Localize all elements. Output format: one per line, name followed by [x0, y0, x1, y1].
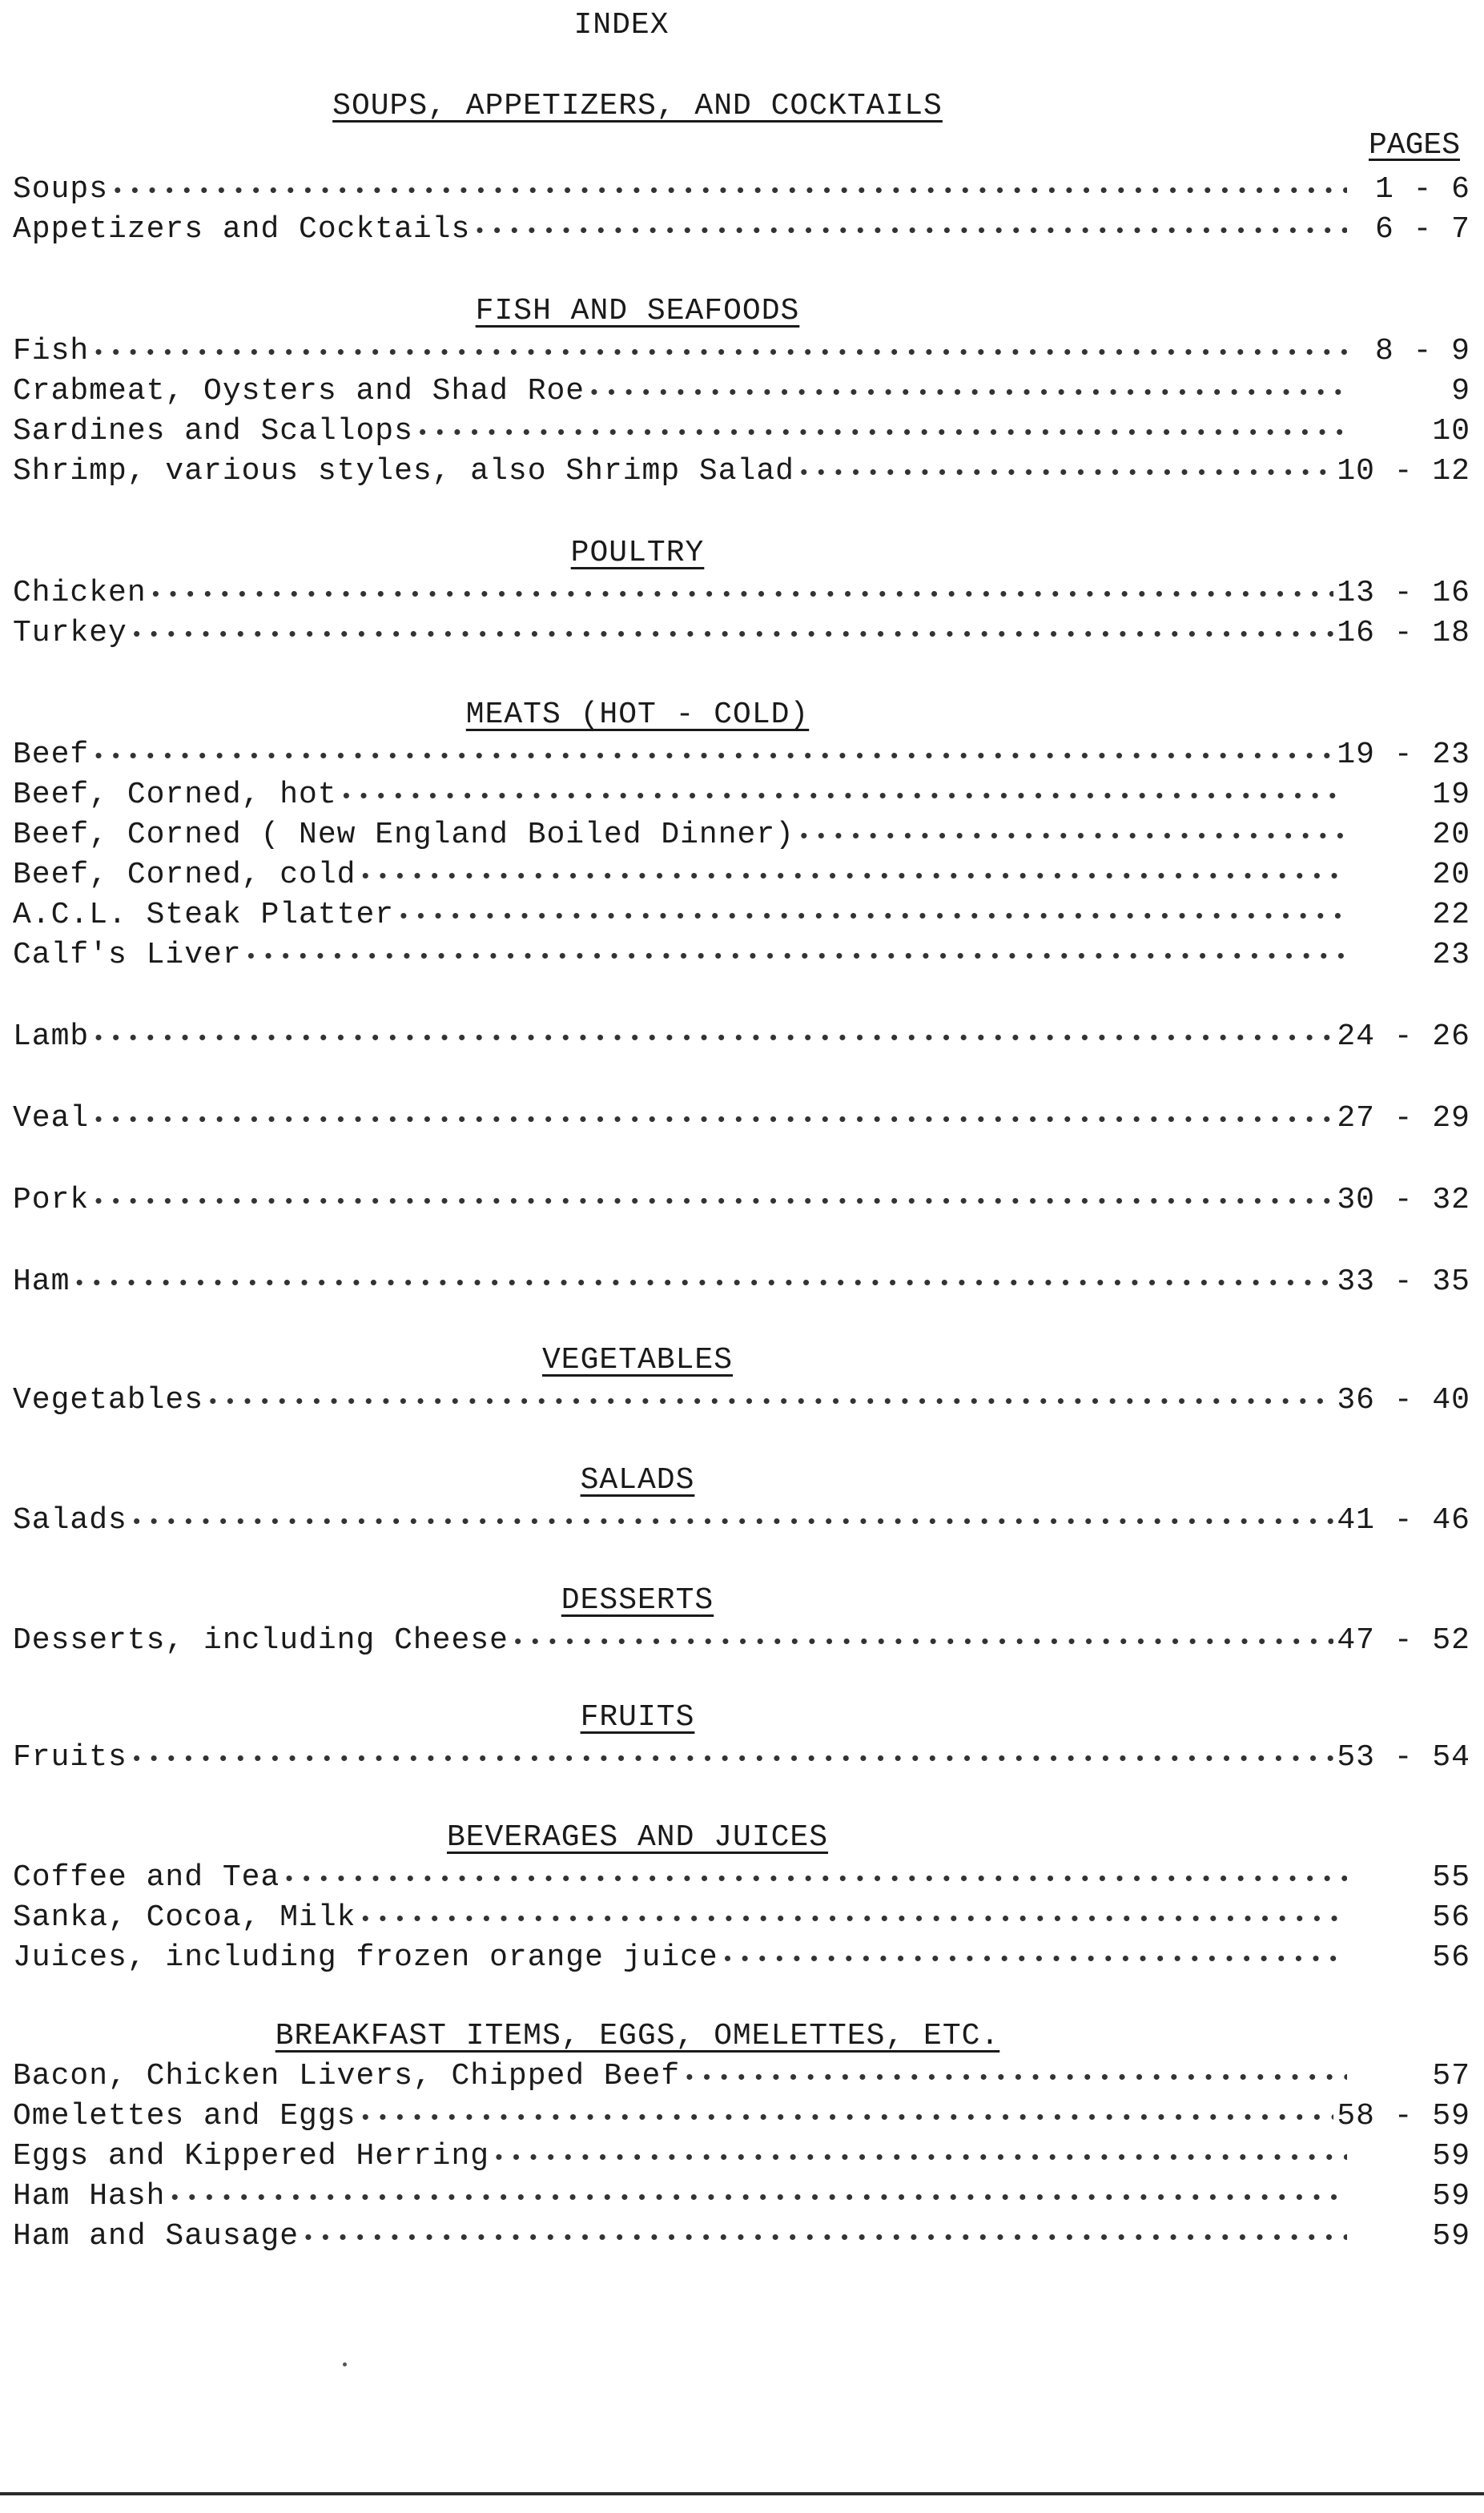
dot-leader — [359, 2098, 1333, 2138]
entry-pages: 41 - 46 — [1337, 1503, 1470, 1538]
section-meats — [13, 695, 1470, 975]
entry-label: Omelettes and Eggs — [13, 2099, 356, 2133]
entry-pages: 56 — [1432, 1940, 1470, 1975]
dot-leader — [131, 615, 1334, 655]
index-entry — [13, 895, 1470, 935]
dot-leader — [473, 211, 1347, 251]
entry-pages: 30 - 32 — [1337, 1183, 1470, 1217]
section-heading — [13, 1818, 1262, 1858]
entry-label: Lamb — [13, 1019, 90, 1054]
page-title: INDEX — [573, 8, 670, 42]
section-heading — [13, 2016, 1262, 2057]
entry-pages: 19 - 23 — [1337, 738, 1470, 772]
entry-pages: 58 - 59 — [1337, 2099, 1470, 2133]
dot-leader — [683, 2058, 1347, 2098]
entry-pages: 24 - 26 — [1337, 1019, 1470, 1054]
section-soups — [13, 86, 1470, 127]
section-fruits — [13, 1698, 1470, 1778]
dot-leader — [283, 1860, 1347, 1900]
entry-label: Beef, Corned, cold — [13, 858, 356, 892]
section-heading-text: BEVERAGES AND JUICES — [446, 1820, 829, 1855]
paper-speck — [343, 2362, 347, 2366]
section-fish — [13, 292, 1470, 492]
entry-label: Veal — [13, 1101, 90, 1136]
section-breakfast — [13, 2016, 1470, 2257]
entry-label: Salads — [13, 1503, 127, 1538]
entry-label: Fish — [13, 334, 90, 368]
index-entry — [13, 1262, 1470, 1302]
entry-label: Bacon, Chicken Livers, Chipped Beef — [13, 2059, 681, 2093]
section-heading — [13, 86, 1262, 127]
section-heading-text: POULTRY — [570, 536, 705, 570]
entry-label: Soups — [13, 172, 109, 207]
entry-label: Beef, Corned, hot — [13, 778, 337, 812]
index-entry — [13, 2137, 1470, 2177]
section-veal — [13, 1099, 1470, 1139]
entry-pages: 16 - 18 — [1337, 616, 1470, 650]
entry-pages: 10 - 12 — [1337, 454, 1470, 489]
dot-leader — [92, 1019, 1333, 1059]
entry-pages: 33 - 35 — [1337, 1265, 1470, 1299]
section-heading — [13, 695, 1262, 735]
index-entry — [13, 1621, 1470, 1661]
dot-leader — [359, 1900, 1347, 1940]
entry-pages: 36 - 40 — [1337, 1383, 1470, 1417]
entry-label: A.C.L. Steak Platter — [13, 898, 395, 932]
entry-pages: 27 - 29 — [1337, 1101, 1470, 1136]
entry-pages: 56 — [1432, 1900, 1470, 1935]
entry-label: Calf's Liver — [13, 938, 242, 972]
index-entry — [13, 1858, 1470, 1898]
section-heading-text: SOUPS, APPETIZERS, AND COCKTAILS — [332, 89, 943, 123]
dot-leader — [92, 1182, 1333, 1222]
dot-leader — [798, 453, 1333, 493]
entry-pages: 59 — [1432, 2219, 1470, 2254]
entry-pages: 1 - 6 — [1374, 172, 1470, 207]
entry-pages: 13 - 16 — [1337, 576, 1470, 610]
entry-label: Ham Hash — [13, 2179, 166, 2213]
dot-leader — [722, 1940, 1347, 1980]
index-entry — [13, 2217, 1470, 2257]
entry-label: Ham — [13, 1265, 70, 1299]
index-entry — [13, 210, 1470, 250]
entry-label: Pork — [13, 1183, 90, 1217]
entry-label: Shrimp, various styles, also Shrimp Salad — [13, 454, 794, 489]
section-heading — [13, 1698, 1262, 1738]
entry-pages: 22 — [1432, 898, 1470, 932]
entry-label: Crabmeat, Oysters and Shad Roe — [13, 374, 585, 408]
section-heading — [13, 292, 1262, 332]
dot-leader — [207, 1382, 1333, 1422]
section-poultry — [13, 533, 1470, 653]
index-entry — [13, 1898, 1470, 1938]
dot-leader — [150, 575, 1334, 615]
entry-pages: 47 - 52 — [1337, 1623, 1470, 1658]
entry-label: Beef, Corned ( New England Boiled Dinner) — [13, 818, 794, 852]
entry-label: Appetizers and Cocktails — [13, 212, 471, 247]
index-entry — [13, 735, 1470, 775]
entry-label: Turkey — [13, 616, 127, 650]
entry-pages: 20 — [1432, 858, 1470, 892]
section-heading-text: FISH AND SEAFOODS — [475, 294, 800, 328]
index-entry — [13, 1738, 1470, 1778]
index-entry — [13, 2097, 1470, 2137]
index-entry — [13, 935, 1470, 975]
section-heading — [13, 1461, 1262, 1501]
index-entry — [13, 815, 1470, 855]
entry-pages: 9 — [1451, 374, 1470, 408]
dot-leader — [245, 937, 1347, 977]
entry-pages: 6 - 7 — [1374, 212, 1470, 247]
dot-leader — [168, 2178, 1347, 2218]
entry-label: Juices, including frozen orange juice — [13, 1940, 718, 1975]
entry-label: Ham and Sausage — [13, 2219, 300, 2254]
section-lamb — [13, 1017, 1470, 1057]
index-entry — [13, 170, 1470, 210]
dot-leader — [131, 1502, 1334, 1542]
entry-label: Sanka, Cocoa, Milk — [13, 1900, 356, 1935]
entry-label: Vegetables — [13, 1383, 204, 1417]
section-vegetables — [13, 1341, 1470, 1421]
section-heading-text: MEATS (HOT - COLD) — [465, 698, 810, 732]
page-bottom-edge — [0, 2492, 1484, 2495]
index-entry — [13, 332, 1470, 372]
index-entry — [13, 1381, 1470, 1421]
index-entry — [13, 452, 1470, 492]
entry-label: Fruits — [13, 1740, 127, 1775]
dot-leader — [798, 817, 1347, 857]
entry-label: Eggs and Kippered Herring — [13, 2139, 490, 2173]
dot-leader — [73, 1264, 1333, 1304]
section-beverages — [13, 1818, 1470, 1978]
entry-pages: 20 — [1432, 818, 1470, 852]
section-heading-text: SALADS — [580, 1463, 695, 1498]
entry-pages: 23 — [1432, 938, 1470, 972]
dot-leader — [302, 2218, 1347, 2258]
index-entry — [13, 2177, 1470, 2217]
section-ham — [13, 1262, 1470, 1302]
dot-leader — [397, 897, 1347, 937]
section-salads — [13, 1461, 1470, 1541]
entry-pages: 10 — [1432, 414, 1470, 448]
index-entry — [13, 372, 1470, 412]
section-heading-text: FRUITS — [580, 1700, 695, 1735]
entry-label: Sardines and Scallops — [13, 414, 413, 448]
index-entry — [13, 412, 1470, 452]
index-entry — [13, 1938, 1470, 1978]
dot-leader — [340, 777, 1347, 817]
section-heading-text: DESSERTS — [561, 1583, 714, 1618]
dot-leader — [92, 333, 1347, 373]
index-entry — [13, 573, 1470, 613]
entry-label: Desserts, including Cheese — [13, 1623, 509, 1658]
index-entry — [13, 1017, 1470, 1057]
entry-label: Beef — [13, 738, 90, 772]
section-soups-entries — [13, 170, 1470, 250]
dot-leader — [493, 2138, 1347, 2178]
section-heading — [13, 1581, 1262, 1621]
dot-leader — [416, 413, 1347, 453]
entry-pages: 8 - 9 — [1374, 334, 1470, 368]
dot-leader — [92, 1100, 1333, 1140]
dot-leader — [92, 737, 1333, 777]
entry-pages: 57 — [1432, 2059, 1470, 2093]
section-heading — [13, 1341, 1262, 1381]
pages-column-header: PAGES — [1368, 128, 1461, 163]
index-entry — [13, 613, 1470, 653]
section-heading-text: BREAKFAST ITEMS, EGGS, OMELETTES, ETC. — [275, 2019, 1000, 2053]
dot-leader — [111, 171, 1347, 211]
dot-leader — [359, 857, 1347, 897]
section-desserts — [13, 1581, 1470, 1661]
entry-pages: 19 — [1432, 778, 1470, 812]
section-pork — [13, 1180, 1470, 1220]
index-entry — [13, 1180, 1470, 1220]
index-entry — [13, 1099, 1470, 1139]
index-entry — [13, 1501, 1470, 1541]
section-heading-text: VEGETABLES — [541, 1343, 734, 1377]
entry-label: Coffee and Tea — [13, 1860, 280, 1895]
entry-pages: 53 - 54 — [1337, 1740, 1470, 1775]
entry-pages: 55 — [1432, 1860, 1470, 1895]
dot-leader — [588, 373, 1347, 413]
index-entry — [13, 2057, 1470, 2097]
entry-pages: 59 — [1432, 2139, 1470, 2173]
dot-leader — [131, 1739, 1334, 1779]
index-entry — [13, 855, 1470, 895]
entry-label: Chicken — [13, 576, 147, 610]
index-entry — [13, 775, 1470, 815]
section-heading — [13, 533, 1262, 573]
dot-leader — [512, 1622, 1333, 1663]
entry-pages: 59 — [1432, 2179, 1470, 2213]
